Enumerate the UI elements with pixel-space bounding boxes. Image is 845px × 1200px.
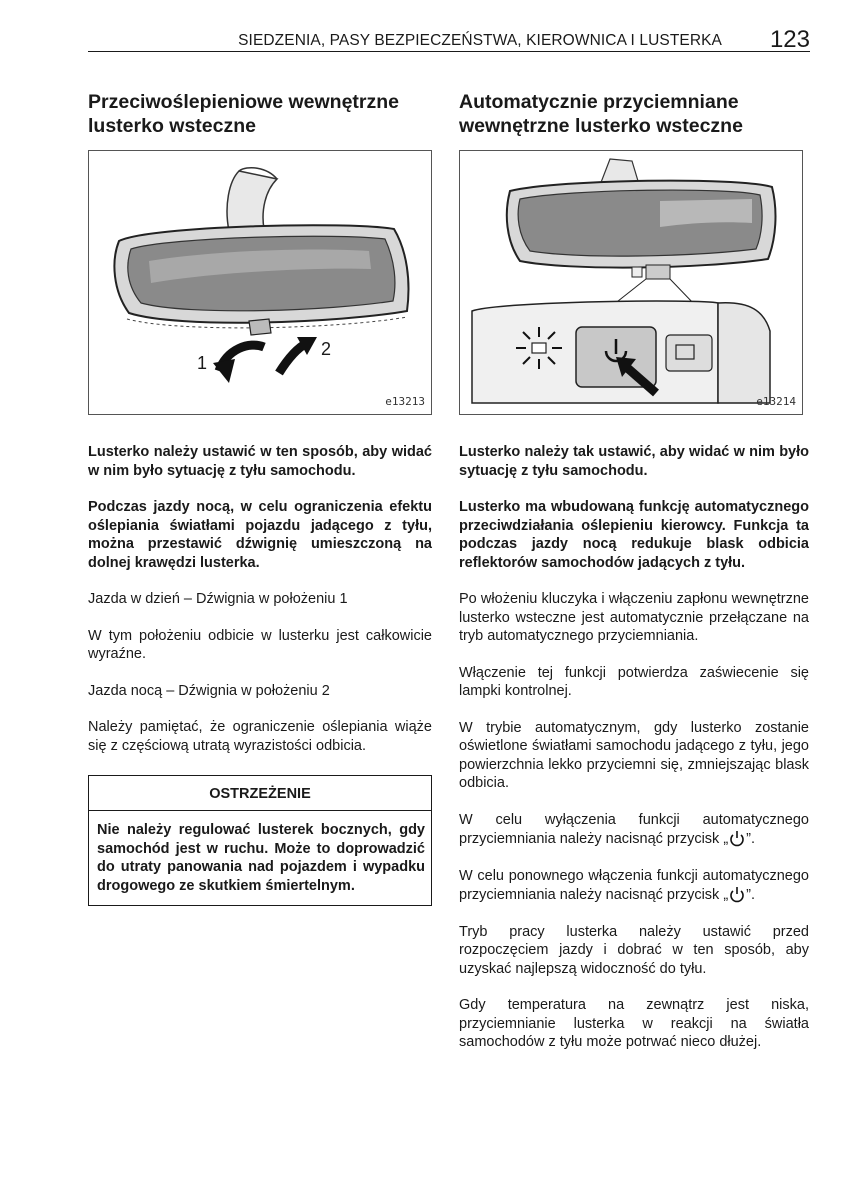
paragraph: Lusterko należy tak ustawić, aby widać w nim było sytuację z tyłu samochodu. [459, 444, 809, 479]
paragraph: Lusterko ma wbudowaną funkcję automatycznego przeciwdziałania oślepieniu kierowcy. Funkcja ta podczas jazdy nocą redukuje blask odbicia reflektorów samochodów jadących z tyłu. [459, 499, 809, 571]
auto-dimming-mirror-illustration [460, 151, 804, 416]
paragraph: Gdy temperatura na zewnątrz jest niska, przyciemnianie lusterka w reakcji na światła samochodów z tyłu może potrwać nieco dłużej. [459, 997, 809, 1050]
paragraph: W tym położeniu odbicie w lusterku jest całkowicie wyraźne. [88, 627, 432, 662]
header-rule [88, 51, 810, 52]
section-heading-auto-dimming: Automatycznie przyciemniane wewnętrzne lusterko wsteczne [459, 91, 743, 137]
figure-auto-dimming-mirror [459, 150, 803, 415]
power-icon [728, 829, 746, 847]
paragraph: Włączenie tej funkcji potwierdza zaświecenie się lampki kontrolnej. [459, 664, 809, 699]
right-text [459, 443, 809, 1052]
page-number: 123 [769, 26, 810, 53]
text-part: ”. [746, 831, 756, 847]
paragraph-power-off [459, 811, 809, 849]
paragraph: Podczas jazdy nocą, w celu ograniczenia efektu oślepiania światłami pojazdu jadącego z tyłu, można przestawić dźwignię umieszczoną na dolnej krawędzi lusterka. [88, 499, 432, 571]
paragraph: Po włożeniu kluczyka i włączeniu zapłonu wewnętrzne lusterko wsteczne jest automatycznie przełączane na tryb automatycznego przyciemniania. [459, 591, 809, 644]
figure-antiglare-mirror [88, 150, 432, 415]
section-heading-antiglare: Przeciwoślepieniowe wewnętrzne lusterko wsteczne [88, 91, 400, 137]
power-icon [728, 885, 746, 903]
figure-code: e13214 [756, 395, 796, 408]
page-header [88, 26, 810, 56]
warning-box [88, 775, 432, 906]
header-title: SIEDZENIA, PASY BEZPIECZEŃSTWA, KIEROWNICA I LUSTERKA [238, 32, 722, 49]
paragraph-power-on [459, 867, 809, 905]
right-column [459, 90, 809, 1070]
figure-label-2: 2 [321, 339, 332, 359]
paragraph: Należy pamiętać, że ograniczenie oślepiania wiąże się z częściową utratą wyrazistości odbicia. [88, 719, 432, 754]
left-column [88, 90, 432, 906]
paragraph: W trybie automatycznym, gdy lusterko zostanie oświetlone światłami samochodu jadącego z tyłu, jego powierzchnia lekko przyciemni się, zmniejszając blask odbicia. [459, 719, 809, 791]
paragraph: Tryb pracy lusterka należy ustawić przed rozpoczęciem jazdy i dobrać w ten sposób, aby uzyskać najlepszą widoczność do tyłu. [459, 923, 809, 977]
paragraph: Jazda w dzień – Dźwignia w położeniu 1 [88, 591, 348, 607]
paragraph: Jazda nocą – Dźwignia w położeniu 2 [88, 682, 330, 699]
warning-title: OSTRZEŻENIE [89, 776, 431, 811]
paragraph: Lusterko należy ustawić w ten sposób, aby widać w nim było sytuację z tyłu samochodu. [88, 444, 432, 479]
figure-label-1: 1 [197, 353, 208, 373]
left-text [88, 443, 432, 755]
text-part: ”. [746, 887, 756, 903]
figure-code: e13213 [385, 395, 425, 408]
warning-text: Nie należy regulować lusterek bocznych, gdy samochód jest w ruchu. Może to doprowadzić do utraty panowania nad pojazdem i wypadku drogowego ze skutkiem śmiertelnym. [97, 822, 425, 894]
text-part: W celu wyłączenia funkcji automatycznego przyciemniania należy nacisnąć przycisk „ [459, 811, 809, 847]
antiglare-mirror-illustration [89, 151, 433, 416]
text-part: W celu ponownego włączenia funkcji automatycznego przyciemniania należy nacisnąć przycisk „ [459, 867, 809, 903]
